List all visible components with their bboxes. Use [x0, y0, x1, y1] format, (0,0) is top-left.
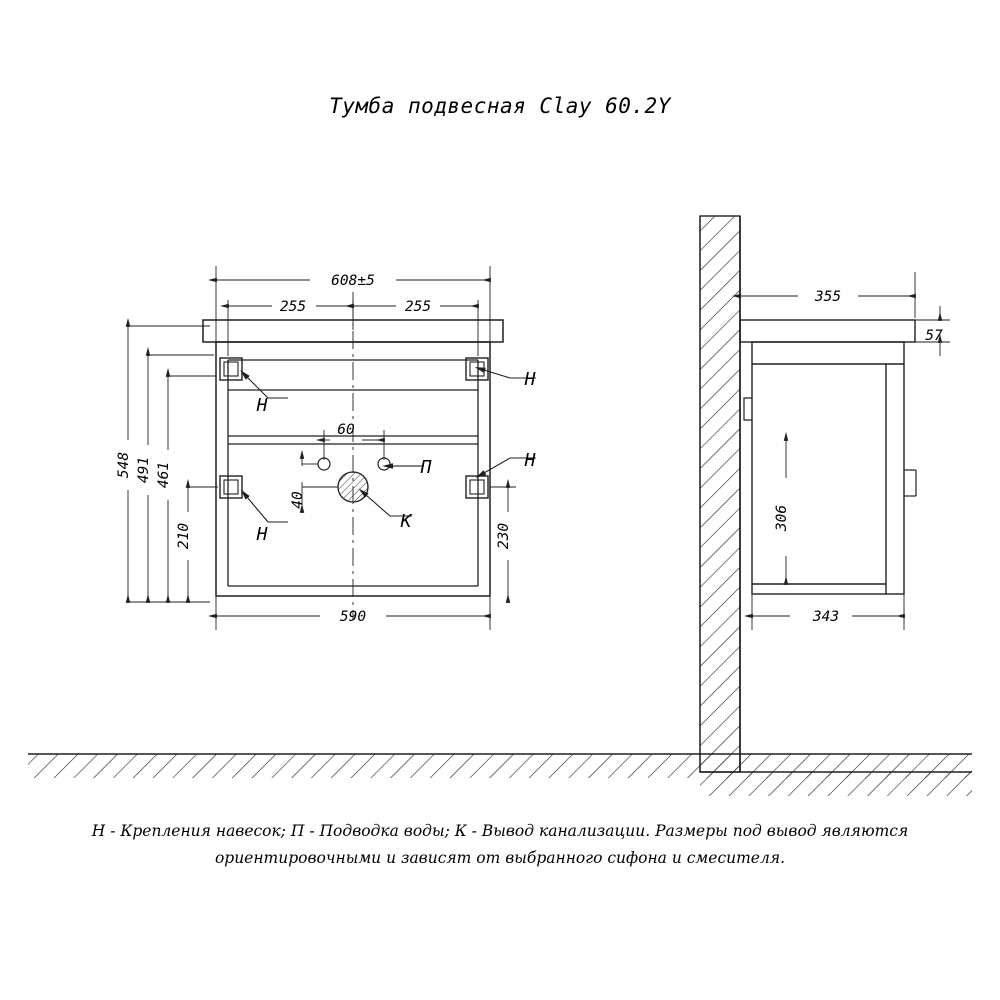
side-view-dimensions	[740, 272, 950, 630]
dim-230: 230	[496, 522, 512, 550]
callout-k-drain: К	[400, 511, 412, 532]
legend-note	[60, 818, 940, 872]
callout-h-top-right: Н	[524, 369, 536, 390]
dim-306: 306	[774, 504, 790, 532]
dim-355: 355	[814, 289, 842, 305]
callout-h-middle-right: Н	[524, 450, 536, 471]
dim-343: 343	[812, 609, 840, 625]
legend-note-line-1: Н - Крепления навесок; П - Подводка воды; К - Вывод канализации. Размеры под вывод являются	[91, 822, 909, 840]
callout-p-water: П	[420, 457, 432, 478]
dim-461: 461	[156, 461, 172, 489]
dim-491: 491	[136, 456, 152, 484]
callout-h-top-left: Н	[256, 395, 268, 416]
dimension-labels	[116, 273, 943, 625]
dim-210: 210	[176, 522, 192, 550]
dim-60: 60	[337, 422, 355, 438]
front-view-group	[203, 300, 503, 620]
dim-255-left: 255	[279, 299, 307, 315]
dim-590: 590	[339, 609, 367, 625]
dim-608: 608±5	[331, 273, 375, 289]
dim-57: 57	[925, 328, 943, 344]
dim-40: 40	[290, 491, 306, 509]
callout-labels	[256, 369, 536, 545]
legend-note-line-2: ориентировочными и зависят от выбранного сифона и смесителя.	[214, 849, 786, 867]
dim-548: 548	[116, 451, 132, 479]
page-title: Тумба подвесная Clay 60.2Y	[329, 94, 671, 118]
callout-h-bottom-left: Н	[256, 524, 268, 545]
dim-255-right: 255	[404, 299, 432, 315]
